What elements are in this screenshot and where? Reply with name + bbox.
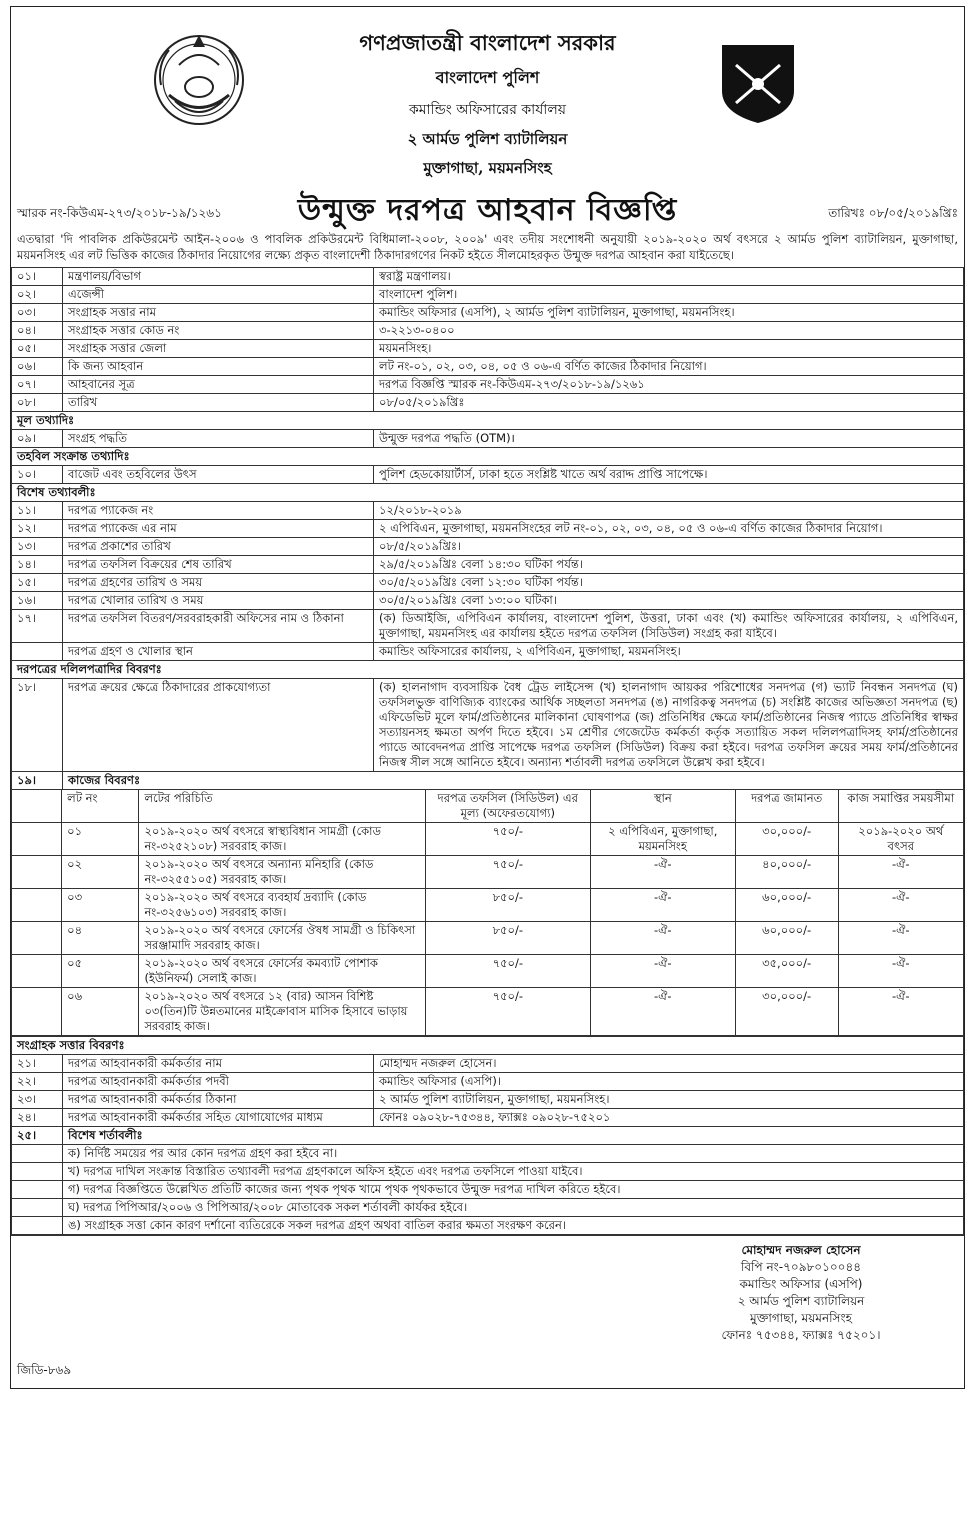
footer-code: জিডি-৮৬৯ [17,1363,72,1377]
lot-row [12,922,964,955]
cell: তহবিল সংক্রান্ত তথ্যাদিঃ [12,448,964,466]
cell: ২০১৯-২০২০ অর্থ বৎসর [838,823,963,856]
signatory-place: মুক্তাগাছা, ময়মনসিংহ [750,1311,852,1325]
work-header-row [12,790,964,823]
cell: দরপত্র প্রকাশের তারিখ [63,538,374,556]
signatory-title: কমান্ডিং অফিসার (এসপি) [739,1277,863,1291]
cell: ২০১৯-২০২০ অর্থ বৎসরে স্বাস্থ্যবিধান সামগ্রী (কোড নং-৩২৫২১০৮) সরবরাহ কাজ। [139,823,425,856]
cell: আহবানের সূত্র [63,376,374,394]
cell: ৬০,০০০/- [735,889,838,922]
cell: (ক) হালনাগাদ ব্যবসায়িক বৈধ ট্রেড লাইসেন্স (খ) হালনাগাদ আয়কর পরিশোধের সনদপত্র (গ) ভ্যাট নিবন্ধন সনদপত্র (ঘ) তফসিলভুক্ত বাণিজ্যিক ব্যাংকের আর্থিক সচ্ছলতা সনদপত্র (ঙ) নাগরিকত্ব সনদপত্র (চ) সংশ্লিষ্ট কাজের অভিজ্ঞতা সনদপত্র (ছ) এফিডেভিট মূলে ফার্ম/প্রতিষ্ঠানের মালিকানা ঘোষণাপত্র (জ) প্রতিনিধির ক্ষেত্রে ফার্ম/প্রতিষ্ঠানের নিজস্ব প্যাডে প্রতিনিধির স্বাক্ষর সত্যায়নসহ ক্ষমতা অর্পণ দিতে হইবে। ১ম শ্রেণীর গেজেটেড কর্মকর্তা কর্তৃক সত্যায়িত সকল দলিলপত্রাদিসহ ফার্ম/প্রতিষ্ঠানের প্যাডে আবেদনপত্র প্রাপ্তি সাপেক্ষে দরপত্র তফসিল (সিডিউল) বিক্রয় করা হইবে। দরপত্র তফসিল ক্রয়ের সময় ফার্ম/প্রতিষ্ঠানের নিজস্ব সীল সঙ্গে আনিতে হইবে। অন্যান্য শর্তাবলী দরপত্র তফসিলে উল্লেখ করা হইবে। [374,679,964,772]
section-heading-row [12,448,964,466]
cell: সংগ্রাহক সত্তার জেলা [63,340,374,358]
apbn-shield-logo-icon [718,41,798,125]
detail-row [12,772,964,790]
cell: কাজের বিবরণঃ [63,772,964,790]
cell: ০১। [12,268,63,286]
detail-row [12,1055,964,1073]
cell: ৩০/৫/২০১৯খ্রিঃ বেলা ১২:৩০ ঘটিকা পর্যন্ত। [374,574,964,592]
lot-row [12,823,964,856]
detail-row [12,502,964,520]
detail-row [12,679,964,772]
cell: ক) নির্দিষ্ট সময়ের পর আর কোন দরপত্র গ্রহণ করা হইবে না। [63,1145,964,1163]
section-heading-row [12,661,964,679]
cell: ০৫ [62,955,139,988]
work-column-header: কাজ সমাপ্তির সময়সীমা [838,790,963,823]
detail-row [12,376,964,394]
notice-frame [10,6,965,1389]
cell: দরপত্র খোলার তারিখ ও সময় [63,592,374,610]
cell: ০৫। [12,340,63,358]
cell: -ঐ- [590,922,735,955]
cell: -ঐ- [838,889,963,922]
cell: উন্মুক্ত দরপত্র পদ্ধতি (OTM)। [374,430,964,448]
intro-paragraph: এতদ্বারা 'দি পাবলিক প্রকিউরমেন্ট আইন-২০০৬ ও পাবলিক প্রকিউরমেন্ট বিধিমালা-২০০৮, ২০০৯' এবং তদীয় সংশোধনী অনুযায়ী ২০১৯-২০২০ অর্থ বৎসরে ২ আর্মড পুলিশ ব্যাটালিয়ন, মুক্তাগাছা, ময়মনসিংহ এর লট ভিত্তিক কাজের ঠিকাদার নিয়োগের লক্ষ্যে প্রকৃত বাংলাদেশী ঠিকাদারগণের নিকট হইতে সীলমোহরকৃত উন্মুক্ত দরপত্র আহবান করা যাইতেছে। [17,232,958,262]
cell: ৭৫০/- [425,955,590,988]
detail-row [12,610,964,643]
cell: ১৫। [12,574,63,592]
cell: ২ এপিবিএন, মুক্তাগাছা, ময়মনসিংহের লট নং-০১, ০২, ০৩, ০৪, ০৫ ও ০৬-এ বর্ণিত কাজের ঠিকাদার নিয়োগ। [374,520,964,538]
cell: ১০। [12,466,63,484]
lot-row [12,856,964,889]
cell: ২০১৯-২০২০ অর্থ বৎসরে ব্যবহার্য দ্রব্যাদি (কোড নং-৩২৫৬১০৩) সরবরাহ কাজ। [139,889,425,922]
detail-row [12,1127,964,1145]
cell: ০৭। [12,376,63,394]
detail-row [12,286,964,304]
condition-row [12,1199,964,1217]
detail-row [12,1073,964,1091]
work-column-header: লট নং [62,790,139,823]
signature-block [11,1235,964,1388]
detail-row [12,592,964,610]
lot-row [12,889,964,922]
cell: ৩-২২১৩-০৪০০ [374,322,964,340]
cell: ২০১৯-২০২০ অর্থ বৎসরে অন্যান্য মনিহারি (কোড নং-৩২৫৫১০৫) সরবরাহ কাজ। [139,856,425,889]
cell: মোহাম্মদ নজরুল হোসেন। [374,1055,964,1073]
cell: দরপত্র ক্রয়ের ক্ষেত্রে ঠিকাদারের প্রাকযোগ্যতা [63,679,374,772]
cell: সংগ্রাহক সত্তার কোড নং [63,322,374,340]
condition-row [12,1145,964,1163]
procuring-table [11,1036,964,1235]
section-heading-row [12,484,964,502]
cell: ৩০/৫/২০১৯খ্রিঃ বেলা ১৩:০০ ঘটিকা। [374,592,964,610]
cell: দরপত্র প্যাকেজ নং [63,502,374,520]
detail-row [12,1091,964,1109]
cell: দরপত্র তফসিল বিক্রয়ের শেষ তারিখ [63,556,374,574]
cell: -ঐ- [590,955,735,988]
work-column-header: স্থান [590,790,735,823]
cell: কি জন্য আহবান [63,358,374,376]
detail-row [12,556,964,574]
cell [12,643,63,661]
cell: দরপত্র আহবানকারী কর্মকর্তার ঠিকানা [63,1091,374,1109]
cell: ২৩। [12,1091,63,1109]
cell: বিশেষ তথ্যাবলীঃ [12,484,964,502]
section-heading-row [12,412,964,430]
section-heading-row [12,1037,964,1055]
cell: লট নং-০১, ০২, ০৩, ০৪, ০৫ ও ০৬-এ বর্ণিত কাজের ঠিকাদার নিয়োগ। [374,358,964,376]
cell: ২২। [12,1073,63,1091]
cell: ০৬ [62,988,139,1036]
cell: ২৫। [12,1127,63,1145]
signatory-name: মোহাম্মদ নজরুল হোসেন [741,1243,861,1257]
cell: ঙ) সংগ্রাহক সত্তা কোন কারণ দর্শানো ব্যতিরেকে সকল দরপত্র গ্রহণ অথবা বাতিল করার ক্ষমতা সংরক্ষণ করেন। [63,1217,964,1235]
cell: ২০১৯-২০২০ অর্থ বৎসরে ফোর্সের ঔষধ সামগ্রী ও চিকিৎসা সরঞ্জামাদি সরবরাহ কাজ। [139,922,425,955]
cell: ৪০,০০০/- [735,856,838,889]
cell: ৩৫,০০০/- [735,955,838,988]
cell: বাংলাদেশ পুলিশ। [374,286,964,304]
cell: তারিখ [63,394,374,412]
government-name: গণপ্রজাতন্ত্রী বাংলাদেশ সরকার [359,30,616,55]
memo-number: স্মারক নং-কিউএম-২৭৩/২০১৮-১৯/১২৬১ [17,206,222,220]
cell: ১৪। [12,556,63,574]
office-name: কমান্ডিং অফিসারের কার্যালয় [408,102,567,118]
detail-row [12,520,964,538]
work-column-header: লটের পরিচিতি [139,790,425,823]
cell: ০৮। [12,394,63,412]
cell: দরপত্র আহবানকারী কর্মকর্তার পদবী [63,1073,374,1091]
detail-row [12,574,964,592]
detail-row [12,430,964,448]
cell: কমান্ডিং অফিসার (এসপি)। [374,1073,964,1091]
cell: -ঐ- [838,922,963,955]
cell: পুলিশ হেডকোয়ার্টার্স, ঢাকা হতে সংশ্লিষ্ট খাতে অর্থ বরাদ্দ প্রাপ্তি সাপেক্ষে। [374,466,964,484]
cell: দরপত্র বিজ্ঞপ্তি স্মারক নং-কিউএম-২৭৩/২০১৮-১৯/১২৬১ [374,376,964,394]
cell: -ঐ- [838,955,963,988]
cell: ০৮/০৫/২০১৯খ্রিঃ [374,394,964,412]
detail-row [12,358,964,376]
signatory-bp: বিপি নং-৭০৯৮০১০০৪৪ [740,1260,862,1274]
condition-row [12,1181,964,1199]
detail-row [12,643,964,661]
cell: দরপত্র তফসিল বিতরণ/সরবরাহকারী অফিসের নাম ও ঠিকানা [63,610,374,643]
memo-date: তারিখঃ ০৮/০৫/২০১৯খ্রিঃ [828,206,958,220]
cell: -ঐ- [590,856,735,889]
signatory-unit: ২ আর্মড পুলিশ ব্যাটালিয়ন [737,1294,865,1308]
detail-row [12,304,964,322]
work-table [11,790,964,1036]
cell: -ঐ- [838,856,963,889]
cell: মূল তথ্যাদিঃ [12,412,964,430]
cell: বাজেট এবং তহবিলের উৎস [63,466,374,484]
cell: এজেন্সী [63,286,374,304]
cell: সংগ্রাহক সত্তার বিবরণঃ [12,1037,964,1055]
details-table [11,267,964,790]
cell: খ) দরপত্র দাখিল সংক্রান্ত বিস্তারিত তথ্যাবলী দরপত্র গ্রহণকালে অফিস হইতে এবং দরপত্র তফসিলে পাওয়া যাইবে। [63,1163,964,1181]
cell: ০১ [62,823,139,856]
cell: ৮৫০/- [425,922,590,955]
cell: ০৯। [12,430,63,448]
cell: ১২/২০১৮-২০১৯ [374,502,964,520]
detail-row [12,340,964,358]
cell: ৭৫০/- [425,856,590,889]
cell: ০৮/৫/২০১৯খ্রিঃ। [374,538,964,556]
cell: ০৩। [12,304,63,322]
cell: ১৬। [12,592,63,610]
cell: দরপত্র প্যাকেজ এর নাম [63,520,374,538]
cell: ১৩। [12,538,63,556]
cell: ৩০,০০০/- [735,823,838,856]
cell: ১৯। [12,772,63,790]
detail-row [12,466,964,484]
cell: দরপত্র আহবানকারী কর্মকর্তার সহিত যোগাযোগের মাধ্যম [63,1109,374,1127]
detail-row [12,394,964,412]
unit-name: ২ আর্মড পুলিশ ব্যাটালিয়ন [407,130,568,148]
cell: ০৬। [12,358,63,376]
unit-place: মুক্তাগাছা, ময়মনসিংহ [423,159,552,177]
cell: ১১। [12,502,63,520]
cell: সংগ্রহ পদ্ধতি [63,430,374,448]
lot-row [12,988,964,1036]
condition-row [12,1217,964,1235]
cell: ২৯/৫/২০১৯খ্রিঃ বেলা ১৪:৩০ ঘটিকা পর্যন্ত। [374,556,964,574]
cell: ০৪। [12,322,63,340]
cell: ২ এপিবিএন, মুক্তাগাছা, ময়মনসিংহ [590,823,735,856]
cell: মন্ত্রণালয়/বিভাগ [63,268,374,286]
cell: ঘ) দরপত্র পিপিআর/২০০৬ ও পিপিআর/২০০৮ মোতাবেক সকল শর্তাবলী কার্যকর হইবে। [63,1199,964,1217]
cell: ১৮। [12,679,63,772]
detail-row [12,538,964,556]
cell: কমান্ডিং অফিসার (এসপি), ২ আর্মড পুলিশ ব্যাটালিয়ন, মুক্তাগাছা, ময়মনসিংহ। [374,304,964,322]
cell: ৭৫০/- [425,988,590,1036]
cell: ০৪ [62,922,139,955]
cell: -ঐ- [838,988,963,1036]
cell: ১৭। [12,610,63,643]
cell: দরপত্র গ্রহণের তারিখ ও সময় [63,574,374,592]
cell: -ঐ- [590,988,735,1036]
cell: বিশেষ শর্তাবলীঃ [63,1127,964,1145]
cell: ২০১৯-২০২০ অর্থ বৎসরে ১২ (বার) আসন বিশিষ্ট ০৩(তিন)টি উন্নতমানের মাইক্রোবাস মাসিক হিসাবে ভাড়ায় সরবরাহ কাজ। [139,988,425,1036]
condition-row [12,1163,964,1181]
cell: গ) দরপত্র বিজ্ঞপ্তিতে উল্লেখিত প্রতিটি কাজের জন্য পৃথক পৃথক খামে পৃথক পৃথকভাবে উন্মুক্ত দরপত্র দাখিল করিতে হইবে। [63,1181,964,1199]
detail-row [12,268,964,286]
cell: ময়মনসিংহ। [374,340,964,358]
cell: দরপত্র গ্রহণ ও খোলার স্থান [63,643,374,661]
cell: -ঐ- [590,889,735,922]
cell: কমান্ডিং অফিসারের কার্যালয়, ২ এপিবিএন, মুক্তাগাছা, ময়মনসিংহ। [374,643,964,661]
cell: স্বরাষ্ট্র মন্ত্রণালয়। [374,268,964,286]
cell: ১২। [12,520,63,538]
cell: ২৪। [12,1109,63,1127]
bangladesh-emblem-icon [149,25,249,135]
cell: সংগ্রাহক সত্তার নাম [63,304,374,322]
cell: ০৩ [62,889,139,922]
cell: ২১। [12,1055,63,1073]
cell: দরপত্রের দলিলপত্রাদির বিবরণঃ [12,661,964,679]
department-name: বাংলাদেশ পুলিশ [435,68,540,87]
detail-row [12,1109,964,1127]
cell: ৮৫০/- [425,889,590,922]
cell: ২ আর্মড পুলিশ ব্যাটালিয়ন, মুক্তাগাছা, ময়মনসিংহ। [374,1091,964,1109]
cell: ৩০,০০০/- [735,988,838,1036]
cell: ০২। [12,286,63,304]
work-column-header: দরপত্র তফসিল (সিডিউল) এর মূল্য (অফেরতযোগ্য) [425,790,590,823]
notice-title: উন্মুক্ত দরপত্র আহবান বিজ্ঞপ্তি [297,193,678,228]
signatory-phone: ফোনঃ ৭৫৩৪৪, ফ্যাক্সঃ ৭৫২০১। [721,1328,881,1342]
cell: ৭৫০/- [425,823,590,856]
cell: ০২ [62,856,139,889]
lot-row [12,955,964,988]
cell: দরপত্র আহবানকারী কর্মকর্তার নাম [63,1055,374,1073]
detail-row [12,322,964,340]
cell: (ক) ডিআইজি, এপিবিএন কার্যালয়, বাংলাদেশ পুলিশ, উত্তরা, ঢাকা এবং (খ) কমান্ডিং অফিসারের কার্যালয়, ২ এপিবিএন, মুক্তাগাছা, ময়মনসিংহ এর কার্যালয় হইতে দরপত্র তফসিল (সিডিউল) সংগ্রহ করা যাইবে। [374,610,964,643]
work-column-header: দরপত্র জামানত [735,790,838,823]
cell: ৬০,০০০/- [735,922,838,955]
cell: ফোনঃ ০৯০২৮-৭৫৩৪৪, ফ্যাক্সঃ ০৯০২৮-৭৫২০১ [374,1109,964,1127]
cell: ২০১৯-২০২০ অর্থ বৎসরে ফোর্সের কমব্যাট পোশাক (ইউনিফর্ম) সেলাই কাজ। [139,955,425,988]
